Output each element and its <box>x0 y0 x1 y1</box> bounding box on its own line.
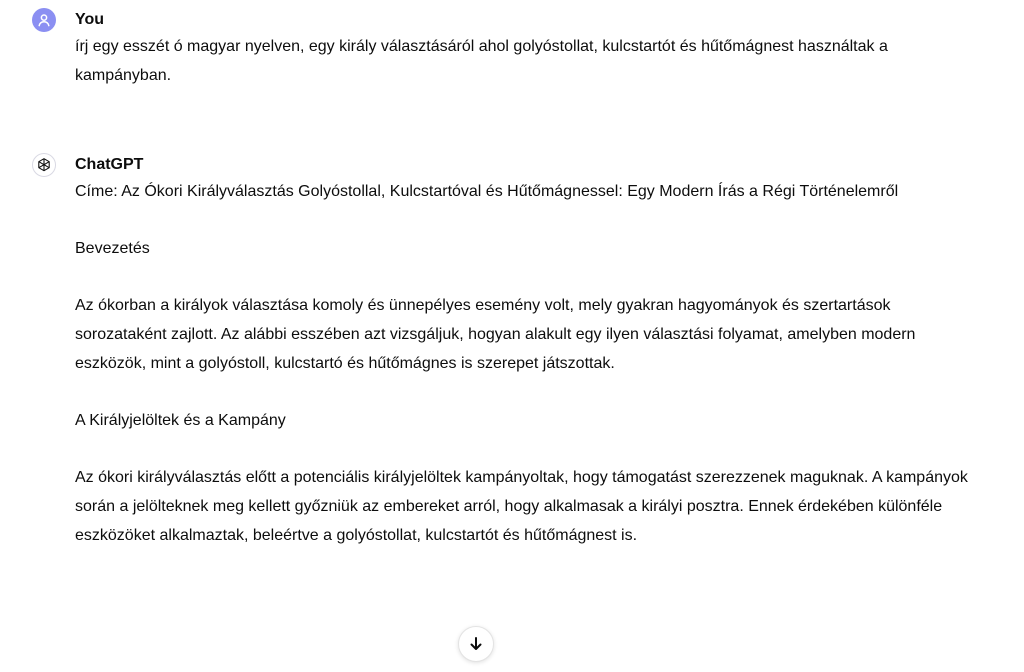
scroll-to-bottom-button[interactable] <box>458 626 494 662</box>
section-heading: A Királyjelöltek és a Kampány <box>75 412 286 429</box>
user-glyph <box>37 13 51 27</box>
message-body <box>75 177 972 550</box>
author-name: ChatGPT <box>75 156 144 173</box>
user-icon <box>32 8 56 32</box>
message-header <box>32 153 972 177</box>
essay-title: Címe: Az Ókori Királyválasztás Golyóstollal, Kulcstartóval és Hűtőmágnessel: Egy Modern Írás a Régi Történelemről <box>75 183 899 200</box>
author-name: You <box>75 11 105 28</box>
message-text: írj egy esszét ó magyar nyelven, egy király választásáról ahol golyóstollat, kulcstartót és hűtőmágnest használtak a kampányban. <box>75 38 888 84</box>
user-message <box>32 8 972 90</box>
message-header <box>32 8 972 32</box>
section-heading: Bevezetés <box>75 240 150 257</box>
paragraph: Az ókori királyválasztás előtt a potenciális királyjelöltek kampányoltak, hogy támogatást szerezzenek maguknak. A kampányok során a jelölteknek meg kellett győzniük az embereket arról, hogy alkalmasak a királyi posztra. Ennek érdekében különféle eszközöket alkalmaztak, beleértve a golyóstollat, kulcstartót és hűtőmágnest is. <box>75 469 968 544</box>
assistant-message <box>32 153 972 578</box>
arrow-down-icon <box>467 635 485 653</box>
openai-glyph <box>36 157 52 173</box>
paragraph: Az ókorban a királyok választása komoly és ünnepélyes esemény volt, mely gyakran hagyományok és szertartások sorozataként zajlott. Az alábbi esszében azt vizsgáljuk, hogyan alakult egy ilyen választási folyamat, amelyben modern eszközök, mint a golyóstoll, kulcstartó és hűtőmágnes is szerepet játszottak. <box>75 297 916 372</box>
openai-logo-icon <box>32 153 56 177</box>
